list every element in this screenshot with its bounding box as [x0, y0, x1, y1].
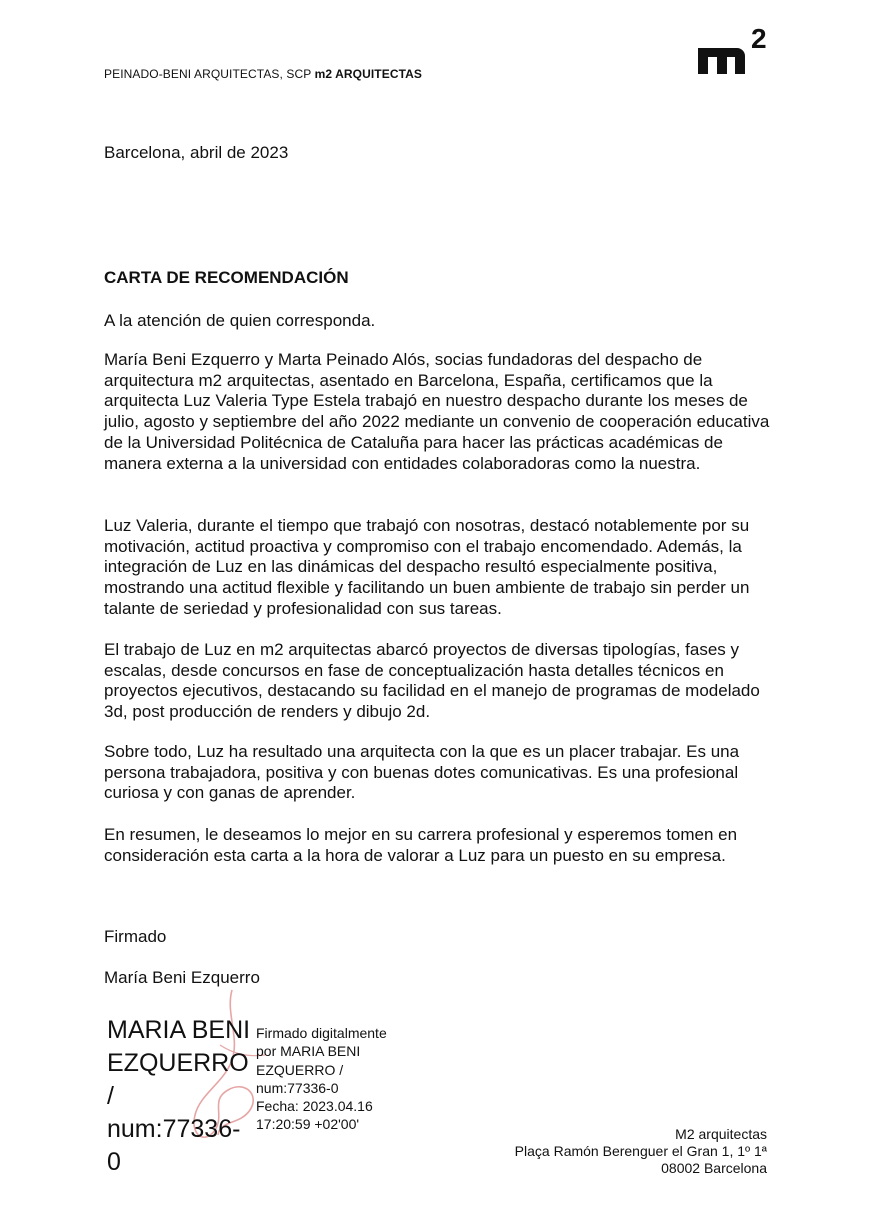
- footer-street: Plaça Ramón Berenguer el Gran 1, 1º 1ª: [514, 1143, 767, 1159]
- signature-detail-line: EZQUERRO /: [256, 1061, 344, 1078]
- footer-address: [515, 1126, 767, 1177]
- letter-paragraph: El trabajo de Luz en m2 arquitectas abarcó proyectos de diversas tipologías, fases y escalas, desde concursos en fase de conceptualización hasta detalles técnicos en proyectos ejecutivos, destacando su facilidad en el manejo de programas de modelado 3d, post producción de renders y dibujo 2d.: [104, 640, 760, 722]
- letter-paragraph: María Beni Ezquerro y Marta Peinado Alós, socias fundadoras del despacho de arquitectura m2 arquitectas, asentado en Barcelona, España, certificamos que la arquitecta Luz Valeria Type Estela trabajó en nuestro despacho durante los meses de julio, agosto y septiembre del año 2022 mediante un convenio de cooperación educativa de la Universidad Politécnica de Cataluña para hacer las prácticas académicas de manera externa a la universidad con entidades colaboradoras como la nuestra.: [104, 350, 770, 473]
- letter-paragraph: Luz Valeria, durante el tiempo que trabajó con nosotras, destacó notablemente por su motivación, actitud proactiva y compromiso con el trabajo encomendado. Además, la integración de Luz en las dinámicas del despacho resultó especialmente positiva, mostrando una actitud flexible y facilitando un buen ambiente de trabajo sin perder un talante de seriedad y profesionalidad con sus tareas.: [104, 516, 750, 618]
- letter-paragraph: En resumen, le deseamos lo mejor en su carrera profesional y esperemos tomen en consideración esta carta a la hora de valorar a Luz para un puesto en su empresa.: [104, 825, 738, 865]
- signature-line: num:77336-: [107, 1115, 241, 1143]
- signature-date: Fecha: 2023.04.16: [256, 1098, 373, 1115]
- m2-logo: [697, 26, 777, 78]
- svg-text:2: 2: [751, 26, 767, 54]
- brand-name: m2 ARQUITECTAS: [314, 67, 423, 81]
- signature-line: EZQUERRO /: [107, 1049, 249, 1110]
- signature-time: 17:20:59 +02'00': [256, 1116, 360, 1133]
- signature-line: MARIA BENI: [107, 1016, 251, 1044]
- signature-detail-line: por MARIA BENI: [256, 1043, 361, 1060]
- firm-name-header: [104, 67, 422, 81]
- signature-details: [256, 1024, 416, 1134]
- signed-label: Firmado: [104, 927, 167, 946]
- letter-paragraph: Sobre todo, Luz ha resultado una arquitecta con la que es un placer trabajar. Es una persona trabajadora, positiva y con buenas dotes comunicativas. Es una profesional curiosa y con ganas de aprender.: [104, 742, 740, 803]
- signer-name: María Beni Ezquerro: [104, 968, 260, 987]
- signature-name-block: [107, 1014, 257, 1179]
- firm-name: PEINADO-BENI ARQUITECTAS, SCP: [104, 67, 312, 81]
- letter-greeting: A la atención de quien corresponda.: [104, 311, 376, 330]
- signature-detail-line: Firmado digitalmente: [256, 1025, 387, 1041]
- signature-detail-line: num:77336-0: [256, 1079, 339, 1096]
- letter-title: CARTA DE RECOMENDACIÓN: [104, 268, 349, 287]
- signature-line: 0: [107, 1148, 121, 1176]
- footer-city: 08002 Barcelona: [661, 1160, 767, 1176]
- letter-date: Barcelona, abril de 2023: [104, 143, 289, 162]
- footer-company: M2 arquitectas: [675, 1126, 767, 1142]
